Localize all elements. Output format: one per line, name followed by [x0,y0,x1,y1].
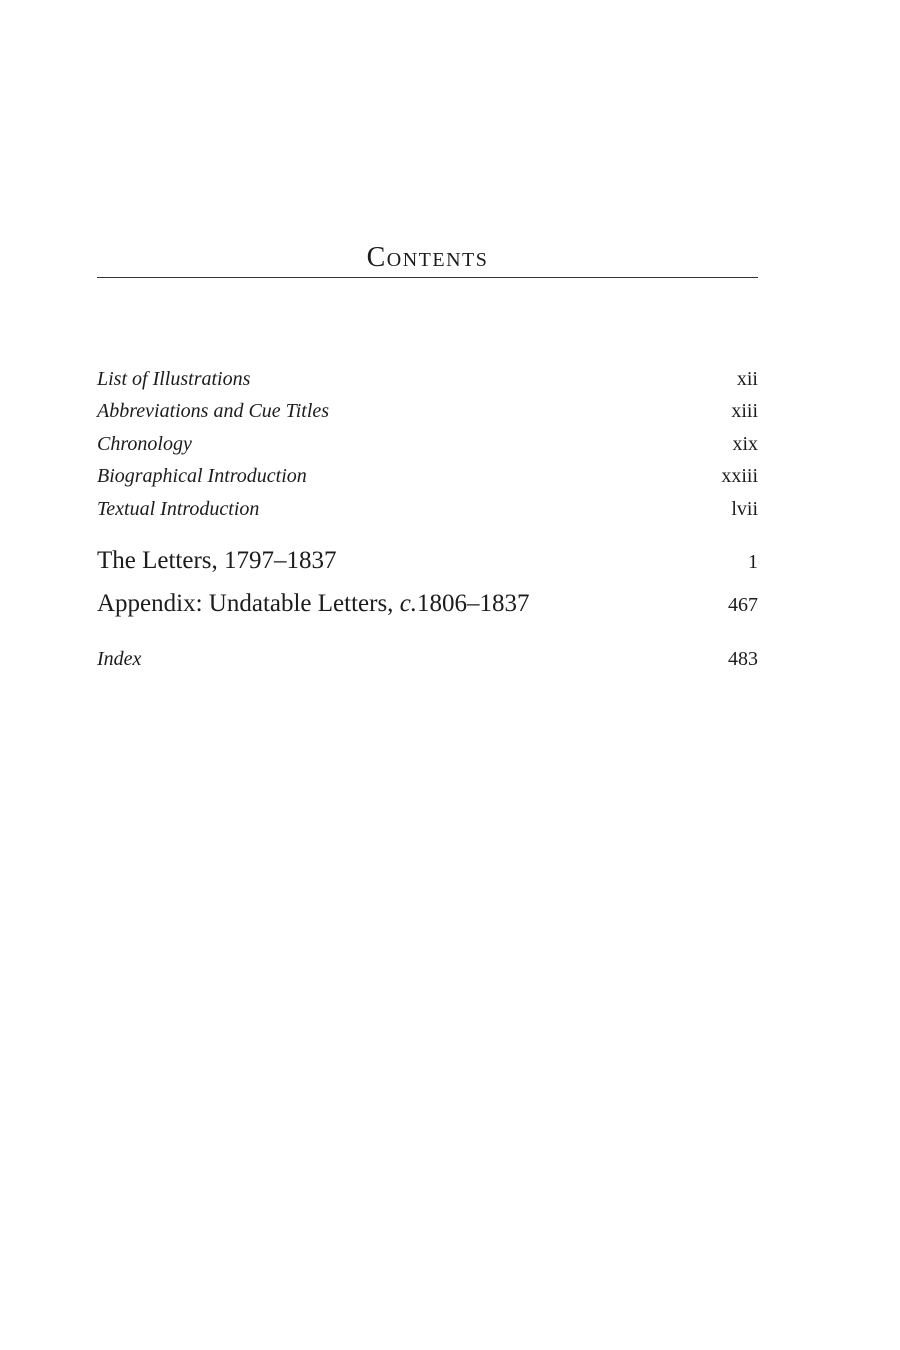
appendix-label-circa: c. [399,590,418,617]
toc-entry-page: 483 [728,648,758,670]
toc-entry-label: Chronology [97,433,192,455]
toc-entry-label: The Letters, 1797–1837 [97,547,337,574]
appendix-label-prefix: Appendix: Undatable Letters, [97,590,400,617]
toc-entry-label: Abbreviations and Cue Titles [97,400,330,422]
toc-entry-page: 467 [728,594,758,616]
toc-entry-abbreviations[interactable] [97,396,758,426]
toc-entry-label: List of Illustrations [97,368,251,390]
toc-entry-list-of-illustrations[interactable] [97,364,758,394]
toc-entry-appendix[interactable] [97,586,758,622]
toc-entry-page: xxiii [721,465,758,487]
toc-entry-biographical-introduction[interactable] [97,461,758,491]
toc-entry-page: xii [736,368,758,390]
toc-entry-chronology[interactable] [97,429,758,459]
toc-entry-page: 1 [748,551,758,573]
toc-entry-the-letters[interactable] [97,543,758,579]
appendix-label-suffix: 1806–1837 [417,590,530,617]
toc-entry-page: lvii [731,498,758,520]
toc-entry-label [97,586,530,622]
toc-entry-label: Biographical Introduction [97,465,307,487]
toc-entry-page: xiii [731,400,758,422]
toc-entry-page: xix [732,433,758,455]
page-title: Contents [366,242,489,273]
toc-entry-label: Index [97,648,142,670]
toc-entry-textual-introduction[interactable] [97,494,758,524]
title-divider [97,277,758,278]
toc-entry-index[interactable] [97,644,758,674]
toc-entry-label: Textual Introduction [97,498,260,520]
